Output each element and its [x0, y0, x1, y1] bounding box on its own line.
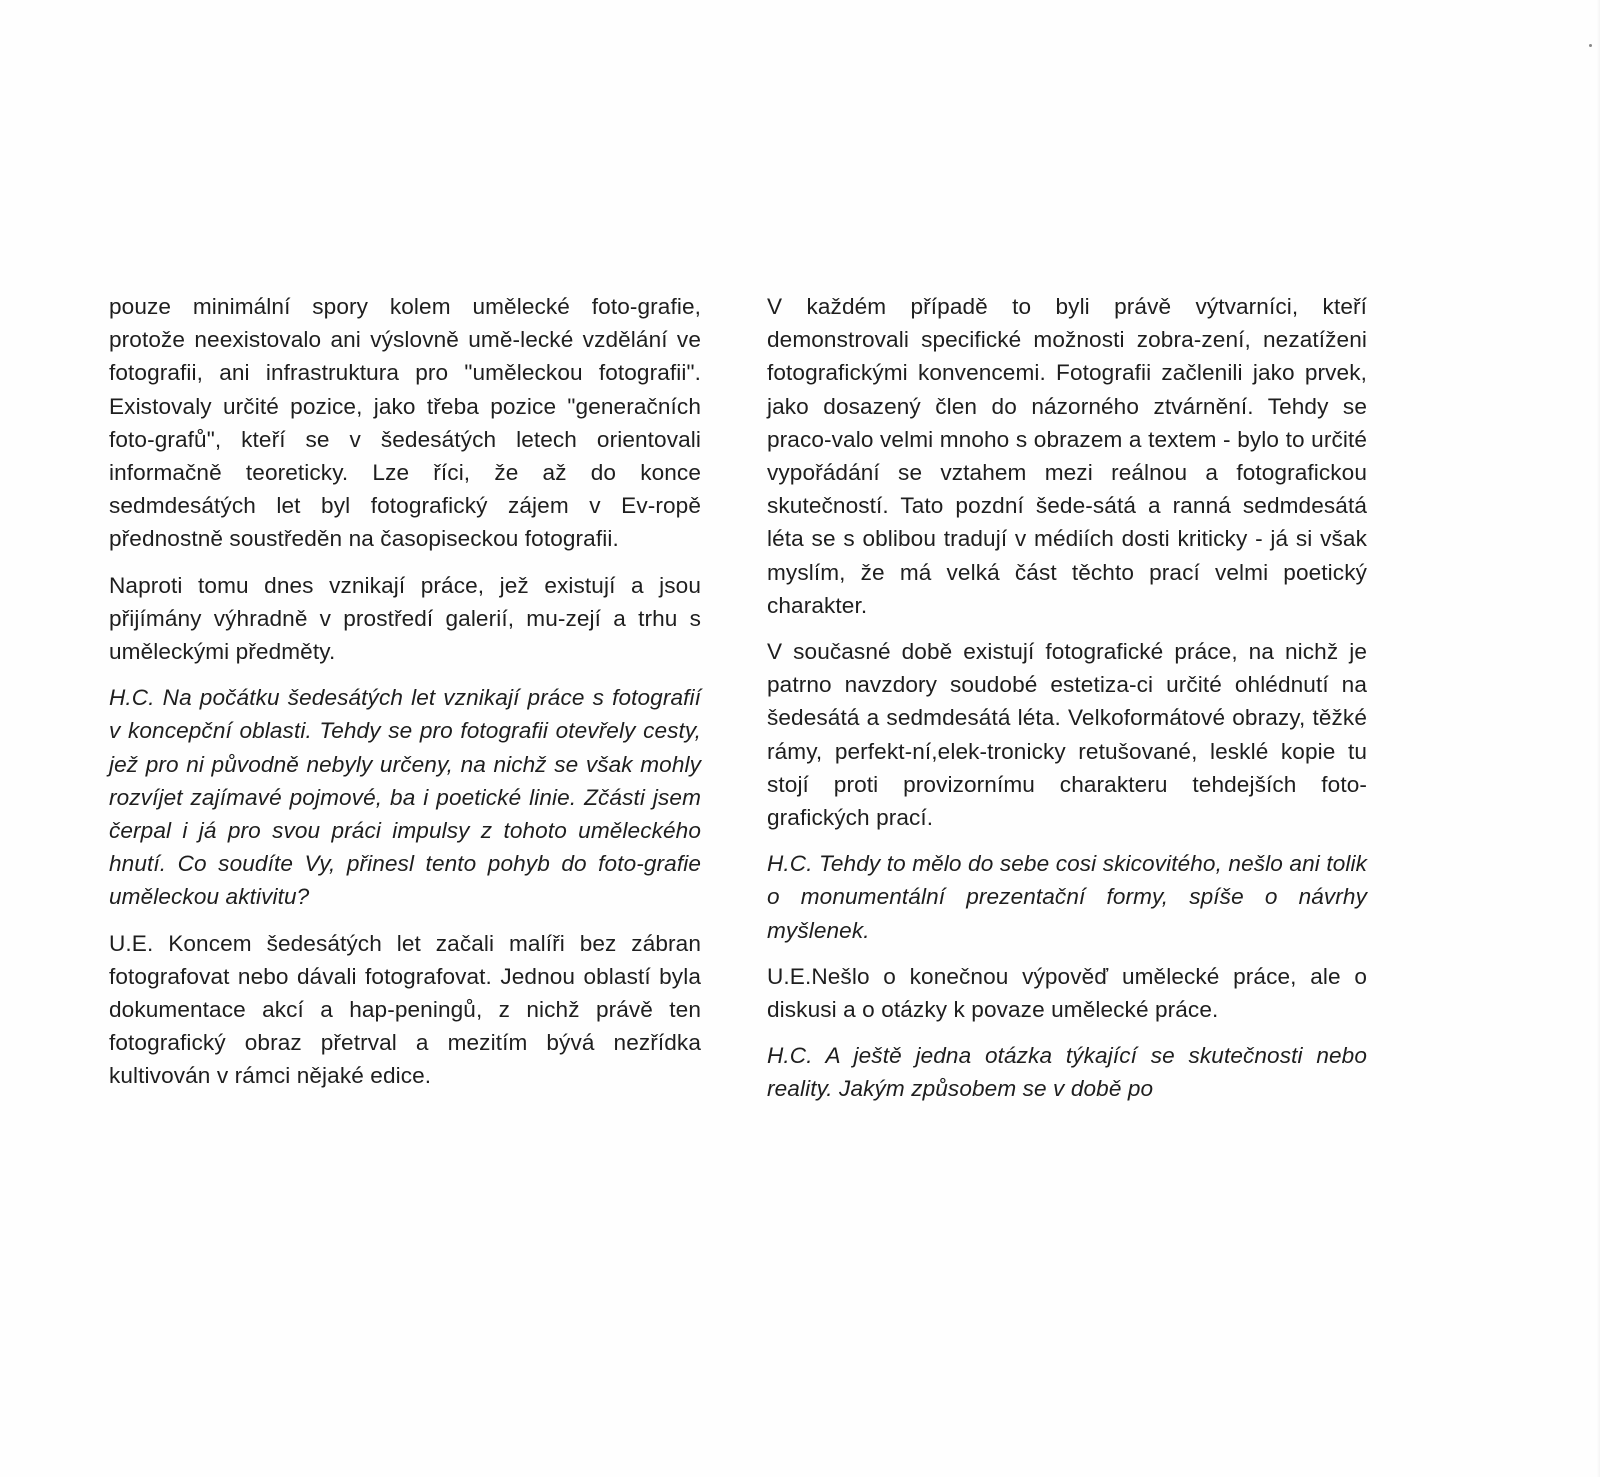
interview-question-right-2: H.C. A ještě jedna otázka týkající se skutečnosti nebo reality. Jakým způsobem se v době po: [767, 1043, 1367, 1102]
paragraph-left-1: pouze minimální spory kolem umělecké foto-grafie, protože neexistovalo ani výslovně umě-lecké vzdělání ve fotografii, ani infrastruktura pro "uměleckou fotografii". Existovaly určité pozice, jako třeba pozice "generačních foto-grafů", kteří se v šedesátých letech orientovali informačně teoreticky. Lze říci, že až do konce sedmdesátých let byl fotografický zájem v Ev-ropě přednostně soustředěn na časopiseckou fotografii.: [109, 294, 701, 552]
right-text-column: [767, 290, 1367, 1119]
interview-answer-right: U.E.Nešlo o konečnou výpověď umělecké práce, ale o diskusi a o otázky k povaze umělecké práce.: [767, 963, 1367, 1023]
left-text-column: [109, 290, 701, 1106]
paragraph-right-2: V současné době existují fotografické práce, na nichž je patrno navzdory soudobé estetiza-ci určité ohlédnutí na šedesátá a sedmdesátá léta. Velkoformátové obrazy, těžké rámy, perfekt-ní,elek-tronicky retušované, lesklé kopie tu stojí proti provizornímu charakteru tehdejších foto-grafických prací.: [767, 639, 1367, 831]
scan-speck: [1589, 44, 1592, 47]
paragraph-left-2: Naproti tomu dnes vznikají práce, jež existují a jsou přijímány výhradně v prostředí galerií, mu-zejí a trhu s uměleckými předměty.: [109, 572, 701, 665]
interview-question-right-1: H.C. Tehdy to mělo do sebe cosi skicovitého, nešlo ani tolik o monumentální prezentační formy, spíše o návrhy myšlenek.: [767, 851, 1367, 943]
paragraph-right-1: V každém případě to byli právě výtvarníci, kteří demonstrovali specifické možnosti zobra-zení, nezatíženi fotografickými konvencemi. Fotografii začlenili jako prvek, jako dosazený člen do názorného ztvárnění. Tehdy se praco-valo velmi mnoho s obrazem a textem - bylo to určité vypořádání se vztahem mezi reálnou a fotografickou skutečností. Tato pozdní šede-sátá a ranná sedmdesátá léta se s oblibou tradují v médiích dosti kriticky - já si však myslím, že má velká část těchto prací velmi poetický charakter.: [767, 294, 1367, 618]
interview-answer-left: U.E. Koncem šedesátých let začali malíři bez zábran fotografovat nebo dávali fotografovat. Jednou oblastí byla dokumentace akcí a hap-peningů, z nichž právě ten fotografický obraz přetrval a mezitím bývá nezřídka kultivován v rámci nějaké edice.: [109, 930, 701, 1089]
interview-question-left: H.C. Na počátku šedesátých let vznikají práce s fotografií v koncepční oblasti. Tehdy se pro fotografii otevřely cesty, jež pro ni původně nebyly určeny, na nichž se však mohly rozvíjet zajímavé pojmové, ba i poetické linie. Zčásti jsem čerpal i já pro svou práci impulsy z tohoto uměleckého hnutí. Co soudíte Vy, přinesl tento pohyb do foto-grafie uměleckou aktivitu?: [109, 685, 701, 910]
